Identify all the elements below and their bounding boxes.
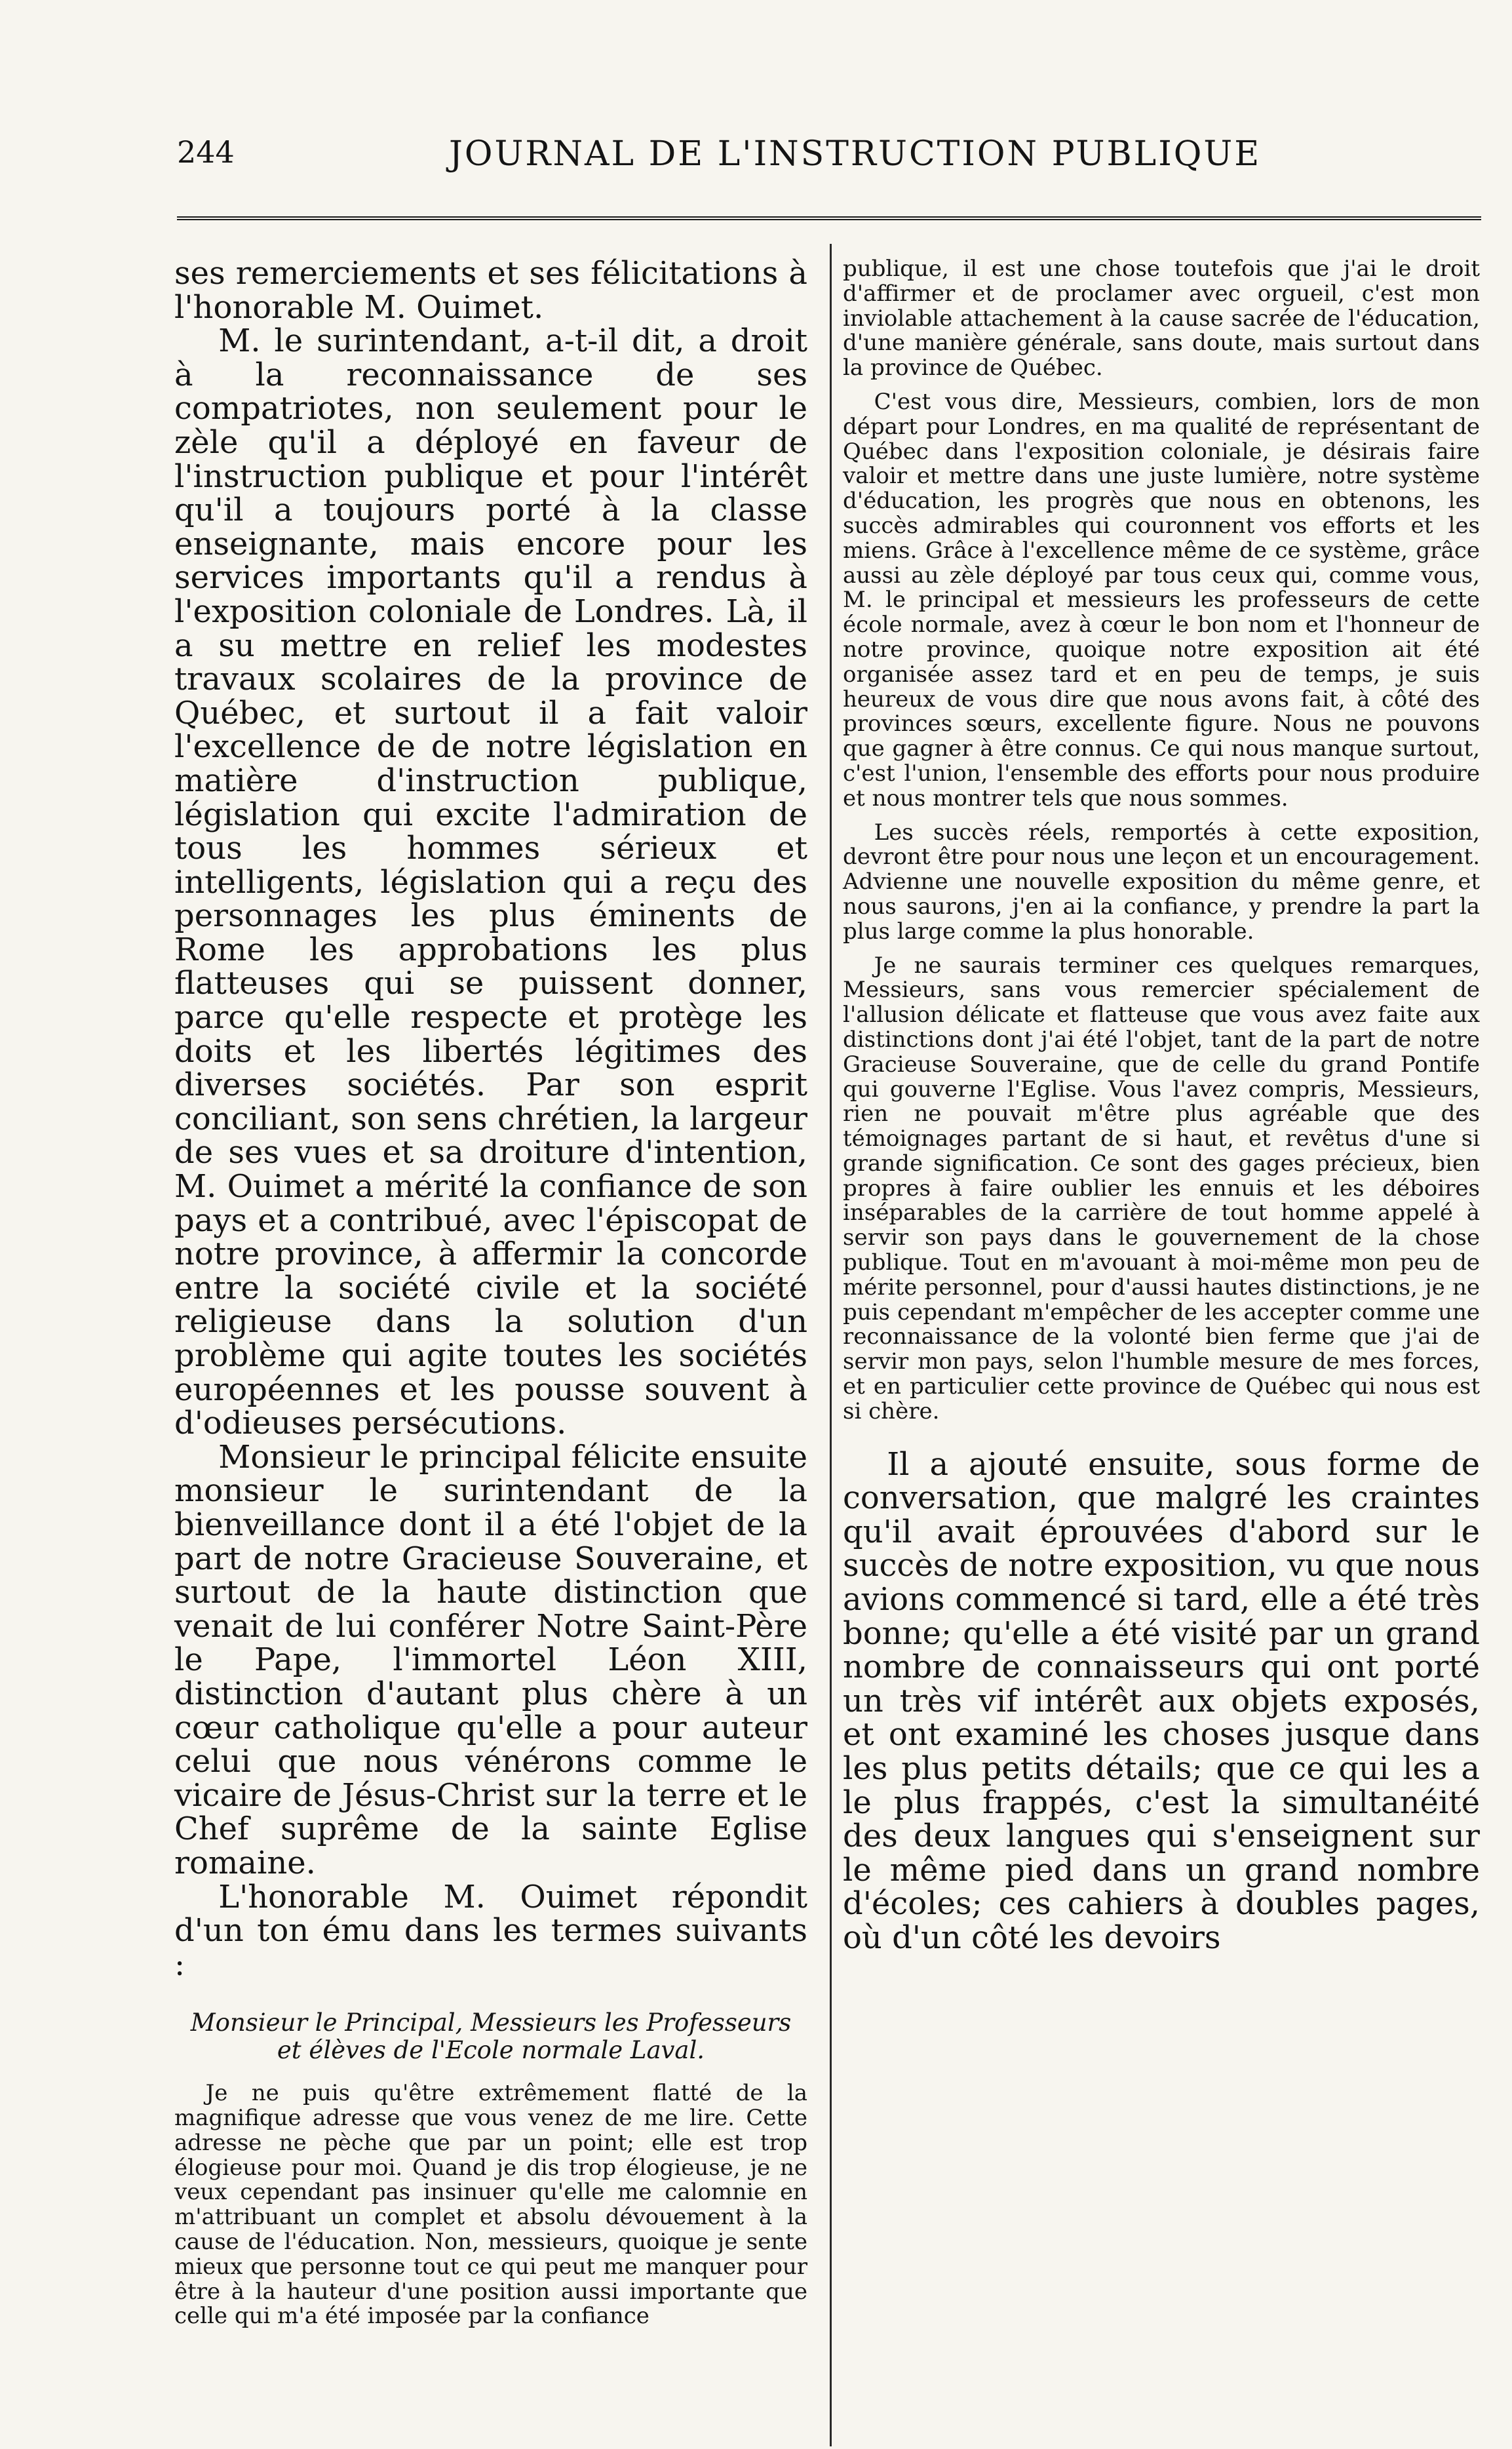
- paragraph: Les succès réels, remportés à cette exposition, devront être pour nous une leçon et un encouragement. Advienne une nouvelle exposition du même genre, et nous saurons, j'en ai la confiance, y prendre la part la plus large comme la plus honorable.: [843, 819, 1480, 945]
- paragraph: publique, il est une chose toutefois que j'ai le droit d'affirmer et de proclamer avec orgueil, c'est mon inviolable attachement à la cause sacrée de l'éducation, d'une manière générale, sans doute, mais surtout dans la province de Québec.: [843, 256, 1480, 382]
- page-number: 244: [177, 134, 235, 170]
- paragraph: Monsieur le principal félicite ensuite monsieur le surintendant de la bienveillance dont il a été l'objet de la part de notre Gracieuse Souveraine, et surtout de la haute distinction que venait de lui conférer Notre Saint-Père le Pape, l'immortel Léon XIII, distinction d'autant plus chère à un cœur catholique qu'elle a pour auteur celui que nous vénérons comme le vicaire de Jésus-Christ sur la terre et le Chef suprême de la sainte Eglise romaine.: [174, 1438, 807, 1881]
- left-column: [174, 257, 807, 2329]
- page-header: [177, 134, 1481, 193]
- paragraph: L'honorable M. Ouimet répondit d'un ton ému dans les termes suivants :: [174, 1878, 807, 1983]
- paragraph: Il a ajouté ensuite, sous forme de conversation, que malgré les craintes qu'il avait éprouvées d'abord sur le succès de notre exposition, vu que nous avions commencé si tard, elle a été très bonne; qu'elle a été visité par un grand nombre de connaisseurs qui ont porté un très vif intérêt aux objets exposés, et ont examiné les choses jusque dans les plus petits détails; que ce qui les a le plus frappés, c'est la simultanéité des deux langues qui s'enseignent sur le même pied dans un grand nombre d'écoles; ces cahiers à doubles pages, où d'un côté les devoirs: [843, 1445, 1480, 1956]
- paragraph: Je ne puis qu'être extrêmement flatté de la magnifique adresse que vous venez de me lire. Cette adresse ne pèche que par un point; elle est trop élogieuse pour moi. Quand je dis trop élogieuse, je ne veux cependant pas insinuer qu'elle me calomnie en m'attribuant un complet et absolu dévouement à la cause de l'éducation. Non, messieurs, quoique je sente mieux que personne tout ce qui peut me manquer pour être à la hauteur d'une position aussi importante que celle qui m'a été imposée par la confiance: [174, 2080, 807, 2330]
- right-column: [843, 257, 1480, 1955]
- header-rule: [177, 216, 1481, 222]
- letter-salutation: Monsieur le Principal, Messieurs les Professeurs et élèves de l'Ecole normale Laval.: [190, 2008, 792, 2065]
- paragraph: C'est vous dire, Messieurs, combien, lors de mon départ pour Londres, en ma qualité de représentant de Québec dans l'exposition coloniale, je désirais faire valoir et mettre dans une juste lumière, notre système d'éducation, les progrès que nous en obtenons, les succès admirables qui couronnent vos efforts et les miens. Grâce à l'excellence même de ce système, grâce aussi au zèle déployé par tous ceux qui, comme vous, M. le principal et messieurs les professeurs de cette école normale, avez à cœur le bon nom et l'honneur de notre province, quoique notre exposition ait été organisée assez tard et en peu de temps, je suis heureux de vous dire que nous avons fait, à côté des provinces sœurs, excellente figure. Nous ne pouvons que gagner à être connus. Ce qui nous manque surtout, c'est l'union, l'ensemble des efforts pour nous produire et nous montrer tels que nous sommes.: [843, 388, 1480, 812]
- paragraph: ses remerciements et ses félicitations à l'honorable M. Ouimet.: [174, 255, 807, 326]
- running-title: JOURNAL DE L'INSTRUCTION PUBLIQUE: [449, 134, 1262, 174]
- paragraph: M. le surintendant, a-t-il dit, a droit à la reconnaissance de ses compatriotes, non seulement pour le zèle qu'il a déployé en faveur de l'instruction publique et pour l'intérêt qu'il a toujours porté à la classe enseignante, mais encore pour les services importants qu'il a rendus à l'exposition coloniale de Londres. Là, il a su mettre en relief les modestes travaux scolaires de la province de Québec, et surtout il a fait valoir l'excellence de de notre législation en matière d'instruction publique, législation qui excite l'admiration de tous les hommes sérieux et intelligents, législation qui a reçu des personnages les plus éminents de Rome les approbations les plus flatteuses qui se puissent donner, parce qu'elle respecte et protège les doits et les libertés légitimes des diverses sociétés. Par son esprit conciliant, son sens chrétien, la largeur de ses vues et sa droiture d'intention, M. Ouimet a mérité la confiance de son pays et a contribué, avec l'épiscopat de notre province, à affermir la concorde entre la société civile et la société religieuse dans la solution d'un problème qui agite toutes les sociétés européennes et les pousse souvent à d'odieuses persécutions.: [174, 323, 807, 1442]
- column-divider: [830, 244, 832, 2446]
- paragraph: Je ne saurais terminer ces quelques remarques, Messieurs, sans vous remercier spécialement de l'allusion délicate et flatteuse que vous avez faite aux distinctions dont j'ai été l'objet, tant de la part de notre Gracieuse Souveraine, que de celle du grand Pontife qui gouverne l'Eglise. Vous l'avez compris, Messieurs, rien ne pouvait m'être plus agréable que des témoignages partant de si haut, et revêtus d'une si grande signification. Ce sont des gages précieux, bien propres à faire oublier les ennuis et les déboires inséparables de la carrière de tout homme appelé à servir son pays dans le gouvernement de la chose publique. Tout en m'avouant à moi-même mon peu de mérite personnel, pour d'aussi hautes distinctions, je ne puis cependant m'empêcher de les accepter comme une reconnaissance de la volonté bien ferme que j'ai de servir mon pays, selon l'humble mesure de mes forces, et en particulier cette province de Québec qui nous est si chère.: [843, 952, 1480, 1424]
